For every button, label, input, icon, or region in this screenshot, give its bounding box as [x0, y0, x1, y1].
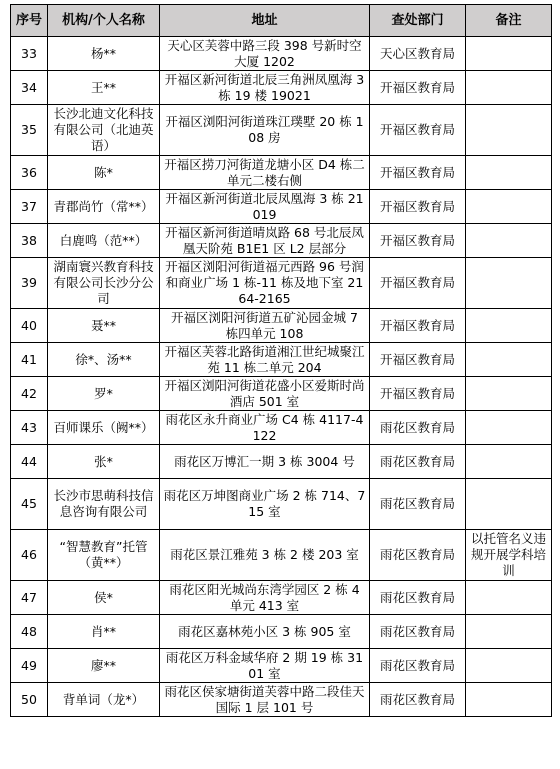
- table-row: [11, 411, 552, 445]
- row-number: 48: [11, 615, 48, 649]
- row-number: 44: [11, 445, 48, 479]
- row-department: 雨花区教育局: [370, 683, 466, 717]
- row-note: 以托管名义违规开展学科培训: [466, 530, 552, 581]
- enforcement-table: [10, 4, 552, 717]
- row-address: 开福区浏阳河街道福元西路 96 号润和商业广场 1 栋-11 栋及地下室 2164-2165: [160, 258, 370, 309]
- row-note: [466, 649, 552, 683]
- row-note: [466, 343, 552, 377]
- row-department: 雨花区教育局: [370, 411, 466, 445]
- row-name: 白鹿鸣（范**）: [48, 224, 160, 258]
- row-name: 张*: [48, 445, 160, 479]
- table-container: [10, 4, 552, 717]
- row-number: 46: [11, 530, 48, 581]
- row-department: 开福区教育局: [370, 224, 466, 258]
- row-note: [466, 309, 552, 343]
- table-row: [11, 224, 552, 258]
- header-address: 地址: [160, 5, 370, 37]
- row-department: 雨花区教育局: [370, 445, 466, 479]
- row-address: 雨花区景江雅苑 3 栋 2 楼 203 室: [160, 530, 370, 581]
- row-number: 49: [11, 649, 48, 683]
- row-name: 长沙市思萌科技信息咨询有限公司: [48, 479, 160, 530]
- row-number: 41: [11, 343, 48, 377]
- row-name: 聂**: [48, 309, 160, 343]
- row-address: 开福区新河街道晴岚路 68 号北辰凤凰天阶苑 B1E1 区 L2 层部分: [160, 224, 370, 258]
- table-row: [11, 105, 552, 156]
- row-address: 天心区芙蓉中路三段 398 号新时空大厦 1202: [160, 37, 370, 71]
- row-number: 40: [11, 309, 48, 343]
- row-number: 34: [11, 71, 48, 105]
- table-body: [11, 37, 552, 717]
- row-note: [466, 683, 552, 717]
- row-name: 陈*: [48, 156, 160, 190]
- row-number: 43: [11, 411, 48, 445]
- row-number: 47: [11, 581, 48, 615]
- row-department: 开福区教育局: [370, 377, 466, 411]
- table-row: [11, 71, 552, 105]
- row-name: 青郡尚竹（常**）: [48, 190, 160, 224]
- row-number: 50: [11, 683, 48, 717]
- row-department: 开福区教育局: [370, 105, 466, 156]
- header-note: 备注: [466, 5, 552, 37]
- row-address: 雨花区永升商业广场 C4 栋 4117-4122: [160, 411, 370, 445]
- header-name: 机构/个人名称: [48, 5, 160, 37]
- row-note: [466, 71, 552, 105]
- row-address: 开福区浏阳河街道珠江璞墅 20 栋 108 房: [160, 105, 370, 156]
- table-row: [11, 309, 552, 343]
- table-row: [11, 581, 552, 615]
- row-name: 长沙北迪文化科技有限公司（北迪英语）: [48, 105, 160, 156]
- row-department: 雨花区教育局: [370, 615, 466, 649]
- table-header-row: [11, 5, 552, 37]
- table-row: [11, 445, 552, 479]
- row-address: 开福区浏阳河街道花盛小区爱斯时尚酒店 501 室: [160, 377, 370, 411]
- row-name: 罗*: [48, 377, 160, 411]
- row-department: 开福区教育局: [370, 258, 466, 309]
- row-address: 雨花区万坤图商业广场 2 栋 714、715 室: [160, 479, 370, 530]
- row-number: 35: [11, 105, 48, 156]
- row-note: [466, 156, 552, 190]
- row-department: 雨花区教育局: [370, 649, 466, 683]
- row-department: 天心区教育局: [370, 37, 466, 71]
- row-name: 王**: [48, 71, 160, 105]
- row-number: 42: [11, 377, 48, 411]
- row-name: 湖南寰兴教育科技有限公司长沙分公司: [48, 258, 160, 309]
- row-department: 雨花区教育局: [370, 581, 466, 615]
- table-row: [11, 683, 552, 717]
- row-name: 背单词（龙*）: [48, 683, 160, 717]
- row-note: [466, 411, 552, 445]
- row-note: [466, 190, 552, 224]
- row-department: 开福区教育局: [370, 156, 466, 190]
- header-no: 序号: [11, 5, 48, 37]
- row-department: 开福区教育局: [370, 309, 466, 343]
- row-address: 雨花区侯家塘街道芙蓉中路二段佳天国际 1 层 101 号: [160, 683, 370, 717]
- row-address: 雨花区阳光城尚东湾学园区 2 栋 4 单元 413 室: [160, 581, 370, 615]
- row-name: 廖**: [48, 649, 160, 683]
- row-address: 开福区浏阳河街道五矿沁园金城 7 栋四单元 108: [160, 309, 370, 343]
- row-note: [466, 615, 552, 649]
- table-row: [11, 258, 552, 309]
- row-address: 雨花区万科金域华府 2 期 19 栋 3101 室: [160, 649, 370, 683]
- row-number: 38: [11, 224, 48, 258]
- row-department: 雨花区教育局: [370, 479, 466, 530]
- row-note: [466, 479, 552, 530]
- row-number: 33: [11, 37, 48, 71]
- row-address: 开福区新河街道北辰三角洲凤凰海 3 栋 19 楼 19021: [160, 71, 370, 105]
- table-row: [11, 615, 552, 649]
- table-row: [11, 530, 552, 581]
- row-department: 雨花区教育局: [370, 530, 466, 581]
- table-row: [11, 479, 552, 530]
- row-note: [466, 258, 552, 309]
- row-note: [466, 224, 552, 258]
- row-number: 45: [11, 479, 48, 530]
- table-row: [11, 156, 552, 190]
- table-row: [11, 649, 552, 683]
- row-note: [466, 445, 552, 479]
- table-row: [11, 37, 552, 71]
- row-department: 开福区教育局: [370, 71, 466, 105]
- row-address: 开福区芙蓉北路街道湘江世纪城聚江苑 11 栋二单元 204: [160, 343, 370, 377]
- row-name: 侯*: [48, 581, 160, 615]
- row-department: 开福区教育局: [370, 190, 466, 224]
- row-address: 开福区捞刀河街道龙塘小区 D4 栋二单元二楼右侧: [160, 156, 370, 190]
- row-note: [466, 377, 552, 411]
- table-row: [11, 190, 552, 224]
- row-note: [466, 37, 552, 71]
- row-note: [466, 581, 552, 615]
- row-number: 39: [11, 258, 48, 309]
- row-address: 雨花区嘉林苑小区 3 栋 905 室: [160, 615, 370, 649]
- header-department: 查处部门: [370, 5, 466, 37]
- row-number: 36: [11, 156, 48, 190]
- table-row: [11, 377, 552, 411]
- row-note: [466, 105, 552, 156]
- row-address: 雨花区万博汇一期 3 栋 3004 号: [160, 445, 370, 479]
- row-address: 开福区新河街道北辰凤凰海 3 栋 21019: [160, 190, 370, 224]
- row-number: 37: [11, 190, 48, 224]
- row-name: 百师课乐（阙**）: [48, 411, 160, 445]
- row-name: 肖**: [48, 615, 160, 649]
- row-name: 杨**: [48, 37, 160, 71]
- row-name: 徐*、汤**: [48, 343, 160, 377]
- row-name: “智慧教育”托管（黄**）: [48, 530, 160, 581]
- row-department: 开福区教育局: [370, 343, 466, 377]
- table-row: [11, 343, 552, 377]
